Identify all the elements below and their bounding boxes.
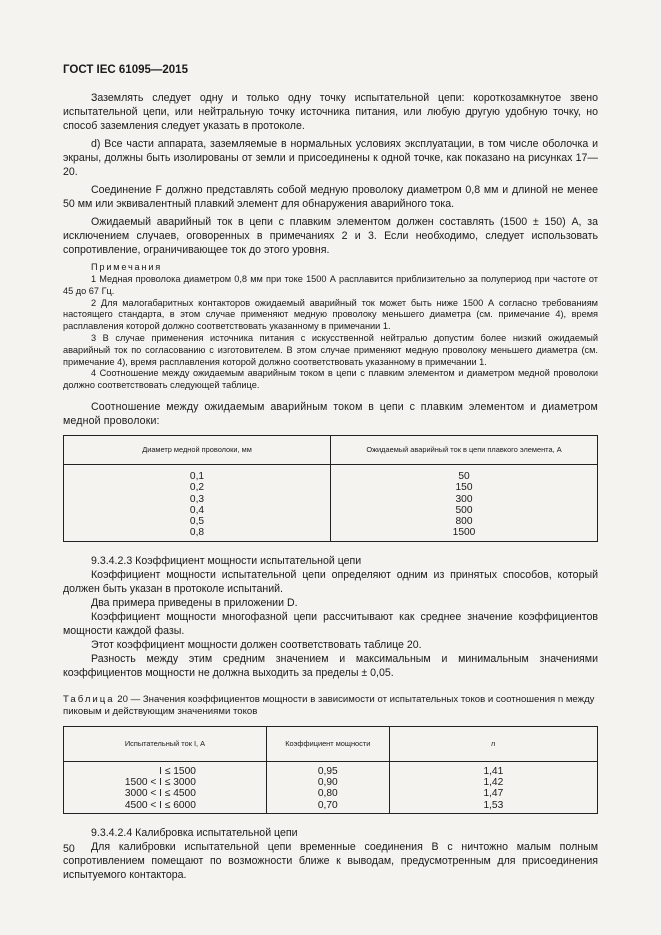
table-cell: 0,1: [189, 470, 205, 482]
paragraph: Для калибровки испытательной цепи временные соединения B с ничтожно малым полным сопротивлением помещают по возможности ближе к выводам, предусмотренным для присоединения испытуемого контактора.: [63, 840, 598, 881]
table1-intro: Соотношение между ожидаемым аварийным током в цепи с плавким элементом и диаметром медной проволоки:: [63, 400, 598, 427]
table-cell: 0,95: [317, 765, 338, 777]
paragraph: Заземлять следует одну и только одну точку испытательной цепи: короткозамкнутое звено испытательной цепи, или нейтральную точку источника питания, или любую другую удобную точку, но способ заземления следует указать в протоколе.: [63, 92, 598, 132]
table-cell: 3000 < I ≤ 4500: [124, 788, 196, 800]
table-column-test-current: [64, 761, 267, 813]
table-cell: 1,53: [483, 799, 504, 811]
table-column-diameter: [64, 464, 331, 541]
table-cell: I ≤ 1500: [159, 765, 196, 777]
table-cell: 4500 < I ≤ 6000: [124, 799, 196, 811]
table-cell: 0,80: [317, 788, 338, 800]
table-caption-text: 20 — Значения коэффициентов мощности в зависимости от испытательных токов и соотношения n между пиковым и действующим значениями токов: [63, 693, 595, 718]
table-cell: 500: [455, 504, 473, 516]
table-header-cell: Испытательный ток I, А: [64, 726, 267, 761]
table-header-cell: Диаметр медной проволоки, мм: [64, 435, 331, 464]
paragraph: d) Все части аппарата, заземляемые в нормальных условиях эксплуатации, в том числе оболочка и экраны, должны быть изолированы от земли и присоединены к одной точке, как показано на рисунках 17—20.: [63, 138, 598, 178]
page-number: 50: [63, 843, 75, 855]
paragraph: Соединение F должно представлять собой медную проволоку диаметром 0,8 мм и длиной не менее 50 мм или эквивалентный плавкий элемент для обнаружения аварийного тока.: [63, 184, 598, 210]
table-cell: 0,2: [189, 482, 205, 494]
section-heading: 9.3.4.2.3 Коэффициент мощности испытательной цепи: [91, 554, 362, 567]
table-cell: 1500: [452, 527, 476, 539]
table-cell: 50: [458, 470, 470, 482]
table-header-cell: Коэффициент мощности: [266, 726, 389, 761]
paragraph: Разность между этим средним значением и максимальным и минимальным значениями коэффициентов мощности не должна выходить за пределы ± 0,05.: [63, 652, 598, 679]
note-item: 4 Соотношение между ожидаемым аварийным током в цепи с плавким элементом и диаметром медной проволоки должно соответствовать следующей таблице.: [63, 368, 598, 391]
note-item: 3 В случае применения источника питания с искусственной нейтралью допустим более низкий ожидаемый аварийный ток по согласованию с изготовителем. В этом случае применяют медную проволоку меньшего диаметра (см. примечание 4), время расплавления которой должно соответствовать указанному в примечании 1.: [63, 332, 598, 367]
section-heading: 9.3.4.2.4 Калибровка испытательной цепи: [91, 826, 298, 839]
table-column-power-factor: [266, 761, 389, 813]
table-cell: 0,5: [189, 516, 205, 528]
page-content: [63, 91, 598, 882]
table-header-cell: Ожидаемый аварийный ток в цепи плавкого элемента, А: [331, 435, 598, 464]
paragraph: Коэффициент мощности многофазной цепи рассчитывают как среднее значение коэффициентов мощности каждой фазы.: [63, 610, 598, 637]
table-cell: 1,41: [483, 765, 504, 777]
table-header-cell: n: [389, 726, 597, 761]
notes-title: Примечания: [91, 262, 163, 272]
paragraph: Два примера приведены в приложении D.: [91, 596, 298, 609]
paragraph: Ожидаемый аварийный ток в цепи с плавким элементом должен составлять (1500 ± 150) А, за исключением случаев, оговоренных в примечаниях 2 и 3. Если необходимо, следует использовать сопротивление, ограничивающее ток до этого уровня.: [63, 216, 598, 256]
table-cell: 0,70: [317, 799, 338, 811]
wire-diameter-table: [63, 435, 598, 542]
table-column-n: [389, 761, 597, 813]
table-cell: 0,8: [189, 527, 205, 539]
table-cell: 800: [455, 516, 473, 528]
note-item: 1 Медная проволока диаметром 0,8 мм при токе 1500 А расплавится приблизительно за полупериод при частоте от 45 до 67 Гц.: [63, 274, 598, 296]
table-caption-label: Таблица: [63, 693, 115, 705]
table-cell: 1500 < I ≤ 3000: [124, 777, 196, 789]
doc-header: ГОСТ IEC 61095—2015: [63, 64, 188, 76]
table-column-current: [331, 464, 598, 541]
table-cell: 300: [455, 493, 473, 505]
table-cell: 1,42: [483, 777, 504, 789]
table-cell: 150: [455, 482, 473, 494]
paragraph: Коэффициент мощности испытательной цепи определяют одним из принятых способов, который должен быть указан в протоколе испытаний.: [63, 568, 598, 595]
table-cell: 1,47: [483, 788, 504, 800]
table20-caption: [63, 694, 598, 719]
table-cell: 0,4: [189, 504, 205, 516]
power-factor-table: [63, 726, 598, 814]
paragraph: Этот коэффициент мощности должен соответствовать таблице 20.: [91, 638, 422, 651]
table-cell: 0,90: [317, 777, 338, 789]
note-item: 2 Для малогабаритных контакторов ожидаемый аварийный ток может быть ниже 1500 А согласно требованиям настоящего стандарта, в этом случае применяют медную проволоку меньшего диаметра (см. примечание 4), время расплавления которой должно соответствовать указанному в примечании 1.: [63, 297, 598, 332]
table-cell: 0,3: [189, 493, 205, 505]
